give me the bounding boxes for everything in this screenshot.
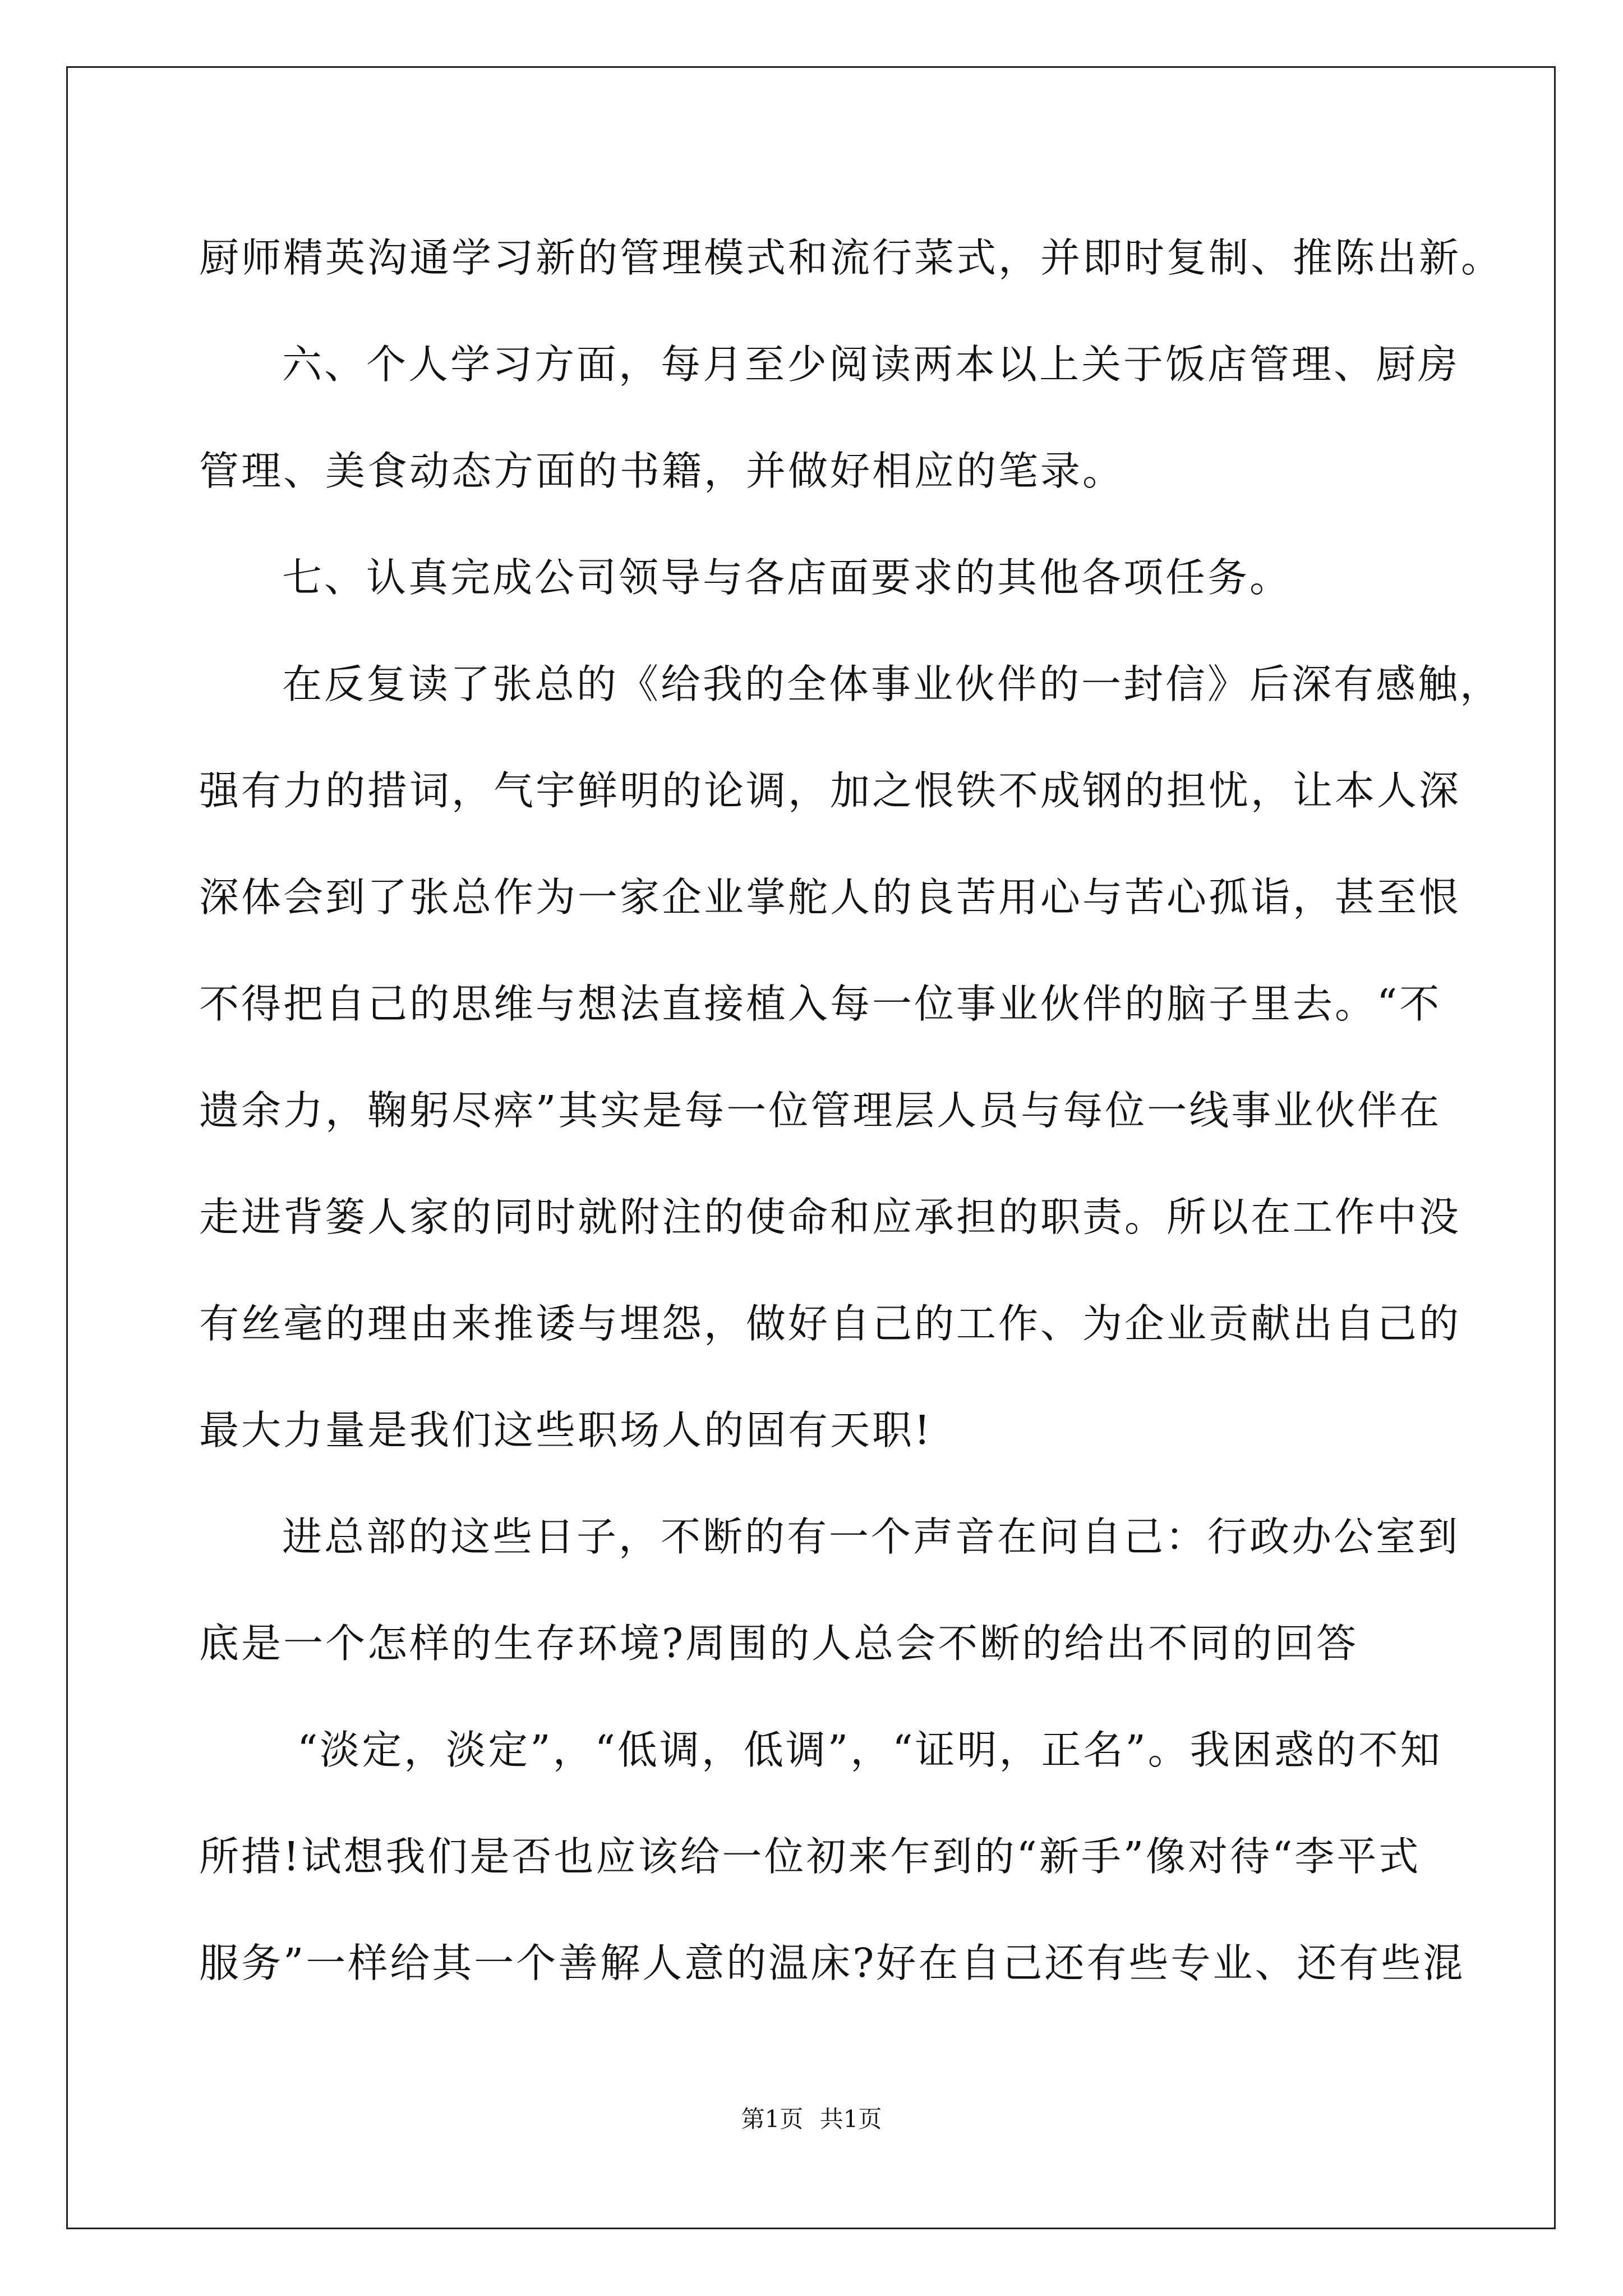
text-line: 深体会到了张总作为一家企业掌舵人的良苦用心与苦心孤诣，甚至恨 <box>199 874 1461 921</box>
text-line: 在反复读了张总的《给我的全体事业伙伴的一封信》后深有感触， <box>282 661 1502 707</box>
text-line: “淡定，淡定”，“低调，低调”，“证明，正名”。我困惑的不知 <box>297 1727 1442 1773</box>
text-line: 所措!试想我们是否也应该给一位初来乍到的“新手”像对待“李平式 <box>199 1833 1421 1880</box>
text-line: 有丝毫的理由来推诿与埋怨，做好自己的工作、为企业贡献出自己的 <box>199 1300 1461 1347</box>
text-line: 厨师精英沟通学习新的管理模式和流行菜式，并即时复制、推陈出新。 <box>199 234 1504 281</box>
text-line: 管理、美食动态方面的书籍，并做好相应的笔录。 <box>199 448 1125 494</box>
text-line: 六、个人学习方面，每月至少阅读两本以上关于饭店管理、厨房 <box>282 341 1460 388</box>
text-line: 进总部的这些日子，不断的有一个声音在问自己：行政办公室到 <box>282 1513 1460 1560</box>
text-line: 走进背篓人家的同时就附注的使命和应承担的职责。所以在工作中没 <box>199 1194 1461 1240</box>
page-footer <box>0 2101 1623 2134</box>
text-line: 强有力的措词，气宇鲜明的论调，加之恨铁不成钢的担忧，让本人深 <box>199 767 1461 814</box>
text-line: 底是一个怎样的生存环境?周围的人总会不断的给出不同的回答 <box>199 1620 1359 1667</box>
text-line: 最大力量是我们这些职场人的固有天职! <box>199 1407 933 1453</box>
text-line: 不得把自己的思维与想法直接植入每一位事业伙伴的脑子里去。“不 <box>199 981 1442 1027</box>
text-line: 服务”一样给其一个善解人意的温床?好在自己还有些专业、还有些混 <box>199 1940 1465 1986</box>
text-line: 遗余力，鞠躬尽瘁”其实是每一位管理层人员与每位一线事业伙伴在 <box>199 1087 1442 1134</box>
text-line: 七、认真完成公司领导与各店面要求的其他各项任务。 <box>282 554 1292 601</box>
page-number-current: 第1页 <box>741 2105 804 2133</box>
page-number-total: 共1页 <box>819 2105 882 2133</box>
